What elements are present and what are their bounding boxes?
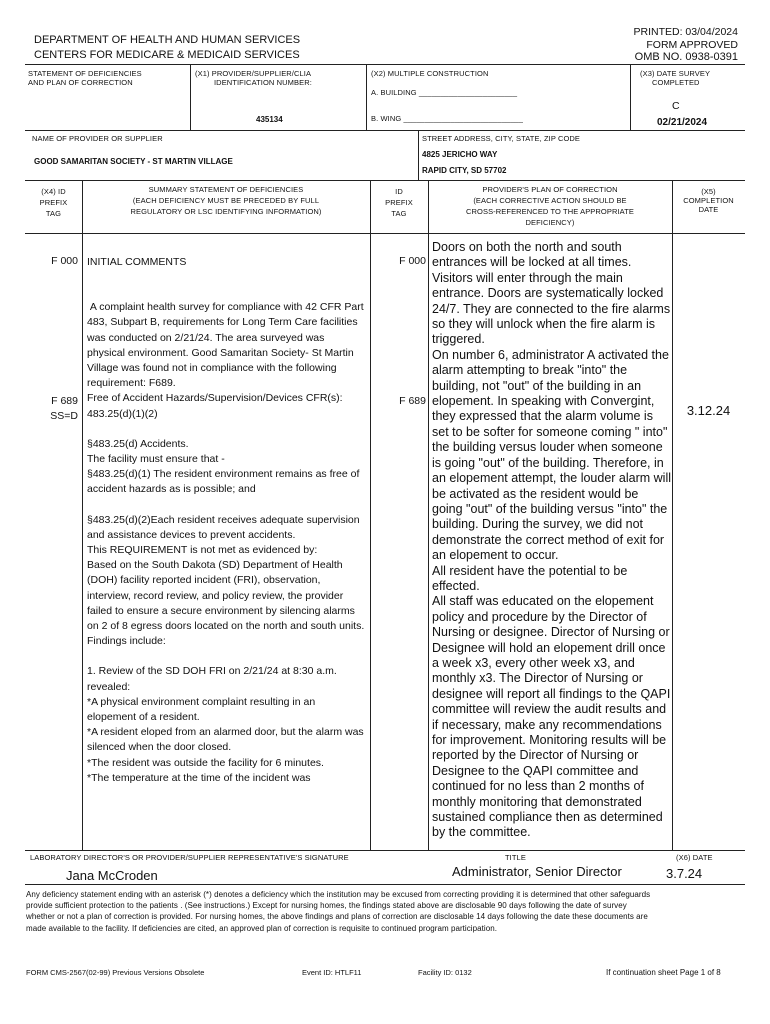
dept-line-2: CENTERS FOR MEDICARE & MEDICAID SERVICES bbox=[34, 49, 300, 61]
summary-paragraph-accidents: §483.25(d) Accidents. The facility must ensure that - §483.25(d)(1) The resident environment remains as free of accident hazards as is possible; and bbox=[87, 437, 360, 496]
id-header-1: ID bbox=[395, 187, 403, 196]
plan-header-4: DEFICIENCY) bbox=[525, 218, 575, 227]
summary-paragraph-requirement: §483.25(d)(2)Each resident receives adequate supervision and assistance devices to prevent accidents. This REQUIREMENT is not met as evidenced by: Based on the South Dakota (SD) Department of Health (DOH) facility reported incident (FRI), observation, interview, record review, and policy review, the provider failed to ensure a secure environment by silencing alarms on 2 of 8 egress doors located on the north and south units. Findings include: bbox=[87, 513, 365, 648]
x2-label: (X2) MULTIPLE CONSTRUCTION bbox=[371, 69, 489, 78]
x1-label-1: (X1) PROVIDER/SUPPLIER/CLIA bbox=[195, 69, 312, 78]
signature-date: 3.7.24 bbox=[666, 866, 703, 881]
provider-name: GOOD SAMARITAN SOCIETY - ST MARTIN VILLAGE bbox=[34, 157, 233, 166]
provider-id-number: 435134 bbox=[256, 115, 283, 124]
address-city: RAPID CITY, SD 57702 bbox=[422, 166, 507, 175]
x4-header-2: PREFIX bbox=[39, 198, 68, 207]
summary-header-2: (EACH DEFICIENCY MUST BE PRECEDED BY FULL bbox=[132, 196, 320, 205]
address-label: STREET ADDRESS, CITY, STATE, ZIP CODE bbox=[422, 134, 581, 143]
plan-header-3: CROSS-REFERENCED TO THE APPROPRIATE bbox=[466, 207, 634, 216]
x3-label-2: COMPLETED bbox=[652, 78, 700, 87]
x1-label-2: IDENTIFICATION NUMBER: bbox=[214, 78, 312, 87]
event-id: Event ID: HTLF11 bbox=[302, 968, 362, 977]
statement-label-1: STATEMENT OF DEFICIENCIES bbox=[28, 69, 142, 78]
tag-f689-left: F 689 bbox=[51, 395, 78, 407]
completion-date: 3.12.24 bbox=[686, 403, 731, 418]
tag-f000-left: F 000 bbox=[51, 255, 78, 267]
plan-header-2: (EACH CORRECTIVE ACTION SHOULD BE bbox=[473, 196, 627, 205]
signature-label: LABORATORY DIRECTOR'S OR PROVIDER/SUPPLIER REPRESENTATIVE'S SIGNATURE bbox=[30, 853, 349, 862]
plan-of-correction: Doors on both the north and south entrances will be locked at all times. Visitors will enter through the main entrance. Doors are systematically locked 24/7. They are connected to the fire alarms so they will unlock when the fire alarm is triggered. On number 6, administrator A activated the alarm attempting to break "into" the building, not "out" of the building in an elopement. In speaking with Convergint, they expressed that the alarm volume is set to be softer for someone coming " into" the building versus louder when someone is going "out" of the building. Therefore, in an elopement attempt, the louder alarm will be activated as the resident would be going "out" of the building versus "into" the building. During the survey, we did not demonstrate the correct method of exit for an elopement to occur. All resident have the potential to be effected. All staff was educated on the elopement policy and procedure by the Director of Nursing or designee. Director of Nursing or Designee will hold an elopement drill once a week x3, every other week x3, and monthly x3. The Director of Nursing or designee will report all findings to the QAPI committee will review the audit results and if necessary, make any recommendations for improvement. Monitoring results will be reported by the Director of Nursing or Designee to the QAPI committee and continued for no less than 2 months of monthly monitoring that demonstrated sustained compliance then as determined by the committee. bbox=[432, 240, 672, 840]
provider-name-label: NAME OF PROVIDER OR SUPPLIER bbox=[32, 134, 163, 143]
summary-paragraph-1: A complaint health survey for compliance with 42 CFR Part 483, Subpart B, requirements for Long Term Care facilities was conducted on 2/21/24. The area surveyed was physical environment. Good Samaritan Society- St Martin Village was found not in compliance with the following requirement: F689. bbox=[87, 301, 367, 390]
x4-header-3: TAG bbox=[45, 209, 62, 218]
form-approved: FORM APPROVED bbox=[646, 39, 738, 51]
summary-paragraph-review: 1. Review of the SD DOH FRI on 2/21/24 at 8:30 a.m. revealed: *A physical environment complaint resulting in an elopement of a resident. *A resident eloped from an alarmed door, but the alarm was silenced when the door closed. *The resident was outside the facility for 6 minutes. *The temperature at the time of the incident was bbox=[87, 665, 364, 784]
plan-header-1: PROVIDER'S PLAN OF CORRECTION bbox=[482, 185, 618, 194]
initial-comments-heading: INITIAL COMMENTS bbox=[87, 256, 187, 268]
x5-header-3: DATE bbox=[698, 205, 719, 214]
form-number: FORM CMS-2567(02-99) Previous Versions Obsolete bbox=[26, 968, 205, 977]
x4-header-1: (X4) ID bbox=[41, 187, 66, 196]
statement-label-2: AND PLAN OF CORRECTION bbox=[28, 78, 133, 87]
summary-statement bbox=[87, 255, 365, 786]
tag-ssd: SS=D bbox=[50, 410, 78, 422]
signer-name: Jana McCroden bbox=[66, 868, 158, 883]
x2-building: A. BUILDING _______________________ bbox=[371, 88, 518, 97]
id-header-3: TAG bbox=[391, 209, 407, 218]
summary-f689-title: Free of Accident Hazards/Supervision/Devices CFR(s): 483.25(d)(1)(2) bbox=[87, 392, 343, 420]
x5-header-2: COMPLETION bbox=[683, 196, 734, 205]
summary-header-3: REGULATORY OR LSC IDENTIFYING INFORMATION) bbox=[130, 207, 322, 216]
x3-label-1: (X3) DATE SURVEY bbox=[640, 69, 711, 78]
summary-header-1: SUMMARY STATEMENT OF DEFICIENCIES bbox=[148, 185, 304, 194]
survey-completed-date: 02/21/2024 bbox=[657, 117, 708, 128]
date-label: (X6) DATE bbox=[676, 853, 713, 862]
printed-date: PRINTED: 03/04/2024 bbox=[633, 26, 738, 38]
x2-wing: B. WING ____________________________ bbox=[371, 114, 524, 123]
facility-id: Facility ID: 0132 bbox=[418, 968, 472, 977]
address-street: 4825 JERICHO WAY bbox=[422, 150, 498, 159]
signer-title: Administrator, Senior Director bbox=[452, 864, 622, 879]
page-indicator: If continuation sheet Page 1 of 8 bbox=[606, 968, 721, 977]
x3-c: C bbox=[672, 100, 680, 112]
tag-f689-right: F 689 bbox=[399, 395, 426, 407]
x5-header-1: (X5) bbox=[701, 187, 716, 196]
dept-line-1: DEPARTMENT OF HEALTH AND HUMAN SERVICES bbox=[34, 34, 301, 46]
title-label: TITLE bbox=[505, 853, 526, 862]
disclaimer: Any deficiency statement ending with an asterisk (*) denotes a deficiency which the institution may be excused from correcting providing it is determined that other safeguards provide sufficient protection to the patients . (See instructions.) Except for nursing homes, the findings stated above are disclosable 90 days following the date of survey whether or not a plan of correction is provided. For nursing homes, the above findings and plans of correction are disclosable 14 days following the date these documents are made available to the facility. If deficiencies are cited, an approved plan of correction is requisite to continued program participation. bbox=[26, 890, 651, 933]
tag-f000-right: F 000 bbox=[399, 255, 426, 267]
omb-number: OMB NO. 0938-0391 bbox=[634, 51, 738, 63]
id-header-2: PREFIX bbox=[385, 198, 413, 207]
